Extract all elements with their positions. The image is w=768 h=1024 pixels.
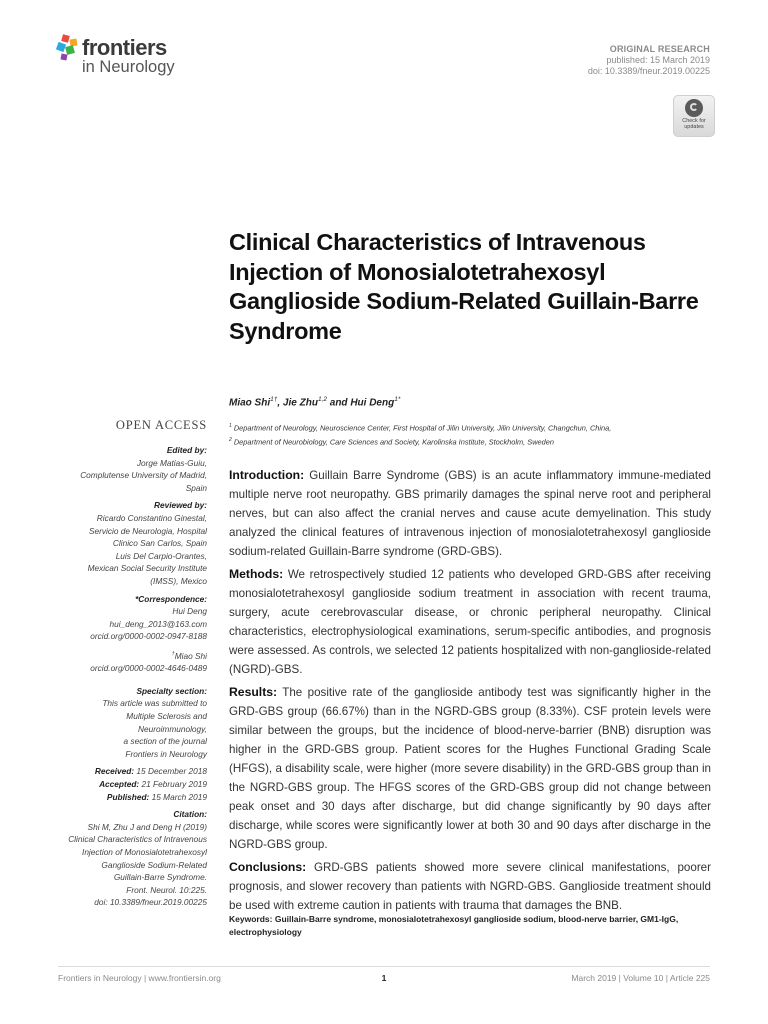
accepted-label: Accepted: — [99, 779, 140, 790]
article-info-sidebar — [56, 444, 207, 909]
affiliation-item — [229, 434, 709, 448]
article-title: Clinical Characteristics of Intravenous Injection of Monosialotetrahexosyl Ganglioside Sodium-Related Guillain-Barre Syndrome — [229, 229, 699, 344]
published-value: 15 March 2019 — [151, 791, 207, 802]
section-text: Guillain Barre Syndrome (GBS) is an acute inflammatory immune-mediated multiple nerve root neuropathy. GBS primarily damages the spinal nerve root and peripheral nerves, but can also affect the cranial nerves and cause acute demyelination. This study analyzed the clinical features of intravenous injection of monosialotetrahexosyl ganglioside sodium-related Guillain-Barre syndrome (GRD-GBS). — [229, 469, 711, 558]
reviewed-by-heading: Reviewed by: — [153, 500, 207, 511]
accepted-value: 21 February 2019 — [141, 779, 207, 790]
keywords-label: Keywords: — [229, 914, 273, 924]
published-label: Published: — [106, 791, 150, 802]
received-label: Received: — [94, 766, 135, 777]
section-label: Introduction: — [229, 468, 305, 482]
abstract-conclusions — [229, 858, 711, 915]
article-type: ORIGINAL RESEARCH — [609, 44, 710, 54]
sidebar-line: Front. Neurol. 10:225. — [126, 884, 207, 895]
abstract-methods — [229, 565, 711, 679]
published-date: published: 15 March 2019 — [606, 55, 710, 65]
check-updates-label: Check for updates — [682, 118, 706, 130]
footer-divider — [58, 966, 710, 967]
author-affiliation-mark: 1* — [394, 396, 401, 403]
author-affiliation-mark: 1† — [270, 396, 278, 403]
author-separator: , — [277, 397, 283, 409]
affiliation-text: Department of Neurology, Neuroscience Center, First Hospital of Jilin University, Jilin University, Changchun, China, — [233, 423, 612, 433]
sidebar-line: Servicio de Neurologia, Hospital — [88, 525, 207, 536]
author-list — [229, 396, 400, 408]
abstract-introduction — [229, 466, 711, 561]
sidebar-line: Jorge Matias-Guiu, — [136, 457, 207, 468]
sidebar-line: Injection of Monosialotetrahexosyl — [82, 846, 207, 857]
article-meta-header — [588, 44, 710, 77]
page-number: 1 — [381, 973, 387, 983]
orcid-link[interactable]: orcid.org/0000-0002-0947-8188 — [90, 631, 207, 642]
logo-journal-text: in Neurology — [82, 58, 175, 76]
abstract-results — [229, 683, 711, 854]
sidebar-line: Ganglioside Sodium-Related — [101, 859, 207, 870]
open-access-label: OPEN ACCESS — [115, 418, 207, 432]
section-label: Results: — [229, 685, 278, 699]
edited-by-heading: Edited by: — [166, 445, 207, 455]
sidebar-line: Frontiers in Neurology — [125, 748, 207, 759]
sidebar-line: Hui Deng — [172, 606, 207, 617]
frontiers-logo-icon — [56, 33, 82, 63]
sidebar-line — [56, 648, 207, 662]
citation-doi-link[interactable]: doi: 10.3389/fneur.2019.00225 — [94, 897, 207, 908]
section-label: Methods: — [229, 567, 284, 581]
journal-logo[interactable] — [56, 33, 206, 83]
affiliation-number: 1 — [229, 423, 232, 429]
logo-brand-text: frontiers — [82, 35, 167, 60]
author-separator: and — [326, 397, 351, 409]
affiliations — [229, 420, 709, 449]
author-affiliation-mark: 1,2 — [317, 396, 327, 403]
specialty-heading: Specialty section: — [136, 685, 207, 696]
sidebar-line: Shi M, Zhu J and Deng H (2019) — [87, 821, 207, 832]
footer-journal-link[interactable]: Frontiers in Neurology | www.frontiersin.org — [58, 973, 221, 983]
author-name[interactable]: Miao Shi — [229, 397, 271, 409]
sidebar-line: Guillain-Barre Syndrome. — [113, 872, 207, 883]
correspondence-heading: *Correspondence: — [135, 593, 207, 604]
sidebar-line: This article was submitted to — [102, 698, 207, 709]
section-text: The positive rate of the ganglioside antibody test was significantly higher in the GRD-GBS group (66.67%) than in the NGRD-GBS group (8.33%). CSF protein levels were similar between the groups, but the incidence of blood-nerve-barrier (BNB) disruption was higher in the GRD-GBS group. Patient scores for the Hughes Functional Grading Scale (HFGS), a disability scale, were higher (more severe disability) in the GRD-GBS group than in the NGRD-GBS group. The HFGS scores of the GRD-GBS group did not change between peak onset and 30 days after discharge, but did change significantly by 90 days after discharge, while scores were significantly lower at both 30 and 90 days after discharge in the NGRD-GBS group. — [229, 686, 711, 851]
keywords-text: Guillain-Barre syndrome, monosialotetrahexosyl ganglioside sodium, blood-nerve barrier, GM1-IgG, electrophysiology — [229, 914, 679, 937]
orcid-link[interactable]: orcid.org/0000-0002-4646-0489 — [90, 663, 207, 674]
affiliation-item — [229, 420, 709, 434]
sidebar-line: Clinical Characteristics of Intravenous — [68, 834, 207, 845]
dagger-author: Miao Shi — [174, 650, 207, 661]
sidebar-line: Clinico San Carlos, Spain — [112, 538, 207, 549]
accepted-date — [56, 778, 207, 791]
section-text: We retrospectively studied 12 patients who developed GRD-GBS after receiving monosialotetrahexosyl ganglioside sodium treatment in association with recent trauma, surgery, acute cerebrovascular disease, or chronic peripheral neuropathy. Clinical characteristics, electrophysiological examinations, serum-specific antibodies, and prognosis were assessed. As controls, we selected 12 patients hospitalized with non-ganglioside-related (NGRD)-GBS. — [229, 568, 711, 676]
sidebar-line: Spain — [185, 482, 207, 493]
sidebar-line: Mexican Social Security Institute — [87, 563, 207, 574]
affiliation-text: Department of Neurobiology, Care Sciences and Society, Karolinska Institute, Stockholm, Sweden — [233, 437, 554, 447]
sidebar-line: Luis Del Carpio-Orantes, — [115, 550, 207, 561]
keywords — [229, 913, 711, 939]
check-for-updates-badge[interactable] — [673, 95, 715, 137]
published-date-sidebar — [56, 791, 207, 804]
dagger-mark: † — [171, 650, 175, 657]
sidebar-line: Multiple Sclerosis and — [126, 711, 207, 722]
author-name[interactable]: Hui Deng — [350, 397, 395, 409]
author-name[interactable]: Jie Zhu — [282, 397, 318, 409]
sidebar-line: Complutense University of Madrid, — [80, 470, 207, 481]
article-doi[interactable]: doi: 10.3389/fneur.2019.00225 — [587, 66, 710, 76]
correspondence-email-link[interactable]: hui_deng_2013@163.com — [109, 618, 207, 629]
received-value: 15 December 2018 — [136, 766, 207, 777]
sidebar-line: Neuroimmunology, — [137, 723, 207, 734]
section-label: Conclusions: — [229, 860, 307, 874]
affiliation-number: 2 — [229, 437, 232, 444]
footer-issue-info: March 2019 | Volume 10 | Article 225 — [571, 973, 710, 983]
section-text: GRD-GBS patients showed more severe clinical manifestations, poorer prognosis, and slower recovery than patients with NGRD-GBS. Ganglioside treatment should be used with extreme caution in patients with trauma that damages the BNB. — [229, 861, 711, 912]
received-date — [56, 765, 207, 778]
sidebar-line: a section of the journal — [123, 736, 207, 747]
sidebar-line: (IMSS), Mexico — [150, 575, 207, 586]
abstract — [229, 466, 711, 919]
citation-heading: Citation: — [173, 809, 207, 820]
check-updates-icon — [685, 99, 703, 117]
sidebar-line: Ricardo Constantino Ginestal, — [96, 512, 207, 523]
